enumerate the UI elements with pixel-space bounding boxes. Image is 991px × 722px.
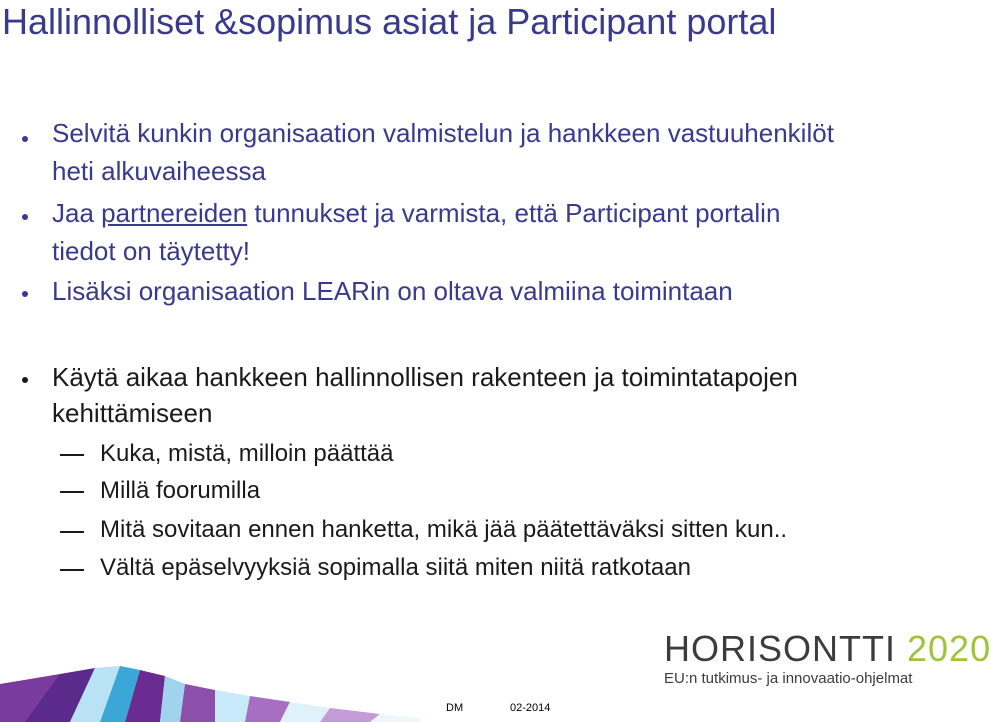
bullet-line: Käytä aikaa hankkeen hallinnollisen rakenteen ja toimintatapojen [52, 362, 798, 392]
bullet-dot [22, 136, 28, 142]
dash-marker [60, 569, 84, 571]
bullet-item [52, 194, 952, 270]
bullet-line: tiedot on täytetty! [52, 236, 251, 266]
bullet-line: kehittämiseen [52, 398, 213, 428]
footer-date: 02-2014 [510, 702, 551, 714]
bullet-item [52, 114, 952, 190]
dash-marker [60, 491, 84, 493]
dash-marker [60, 454, 84, 456]
bullet-item [52, 272, 952, 310]
sub-item: Vältä epäselvyyksiä sopimalla siitä miten niitä ratkotaan [100, 554, 691, 581]
bullet-item-secondary [52, 359, 952, 431]
horisontti-logo [660, 628, 991, 688]
slide-title: Hallinnolliset &sopimus asiat ja Participant portal [2, 1, 777, 42]
sub-item: Mitä sovitaan ennen hanketta, mikä jää päätettäväksi sitten kun.. [100, 516, 788, 543]
logo-text: HORISONTTI 2020 [664, 628, 991, 669]
bullet-dot [22, 377, 28, 383]
logo-subtitle: EU:n tutkimus- ja innovaatio-ohjelmat [664, 670, 913, 687]
footer-author: DM [446, 702, 464, 714]
partners-link[interactable]: partnereiden [101, 198, 248, 228]
sub-item: Kuka, mistä, milloin päättää [100, 440, 394, 467]
bullet-line: Selvitä kunkin organisaation valmistelun ja hankkeen vastuuhenkilöt [52, 118, 834, 148]
bullet-line: Lisäksi organisaation LEARin on oltava valmiina toimintaan [52, 276, 733, 306]
bullet-prefix: Jaa [52, 198, 102, 228]
dash-marker [60, 531, 84, 533]
logo-wordmark [664, 628, 991, 670]
bullet-dot [22, 291, 28, 297]
bullet-dot [22, 214, 28, 220]
bullet-line: heti alkuvaiheessa [52, 156, 266, 186]
bullet-rest: tunnukset ja varmista, että Participant portalin [247, 198, 781, 228]
sub-item: Millä foorumilla [100, 477, 261, 504]
footer-stripes [0, 662, 420, 722]
